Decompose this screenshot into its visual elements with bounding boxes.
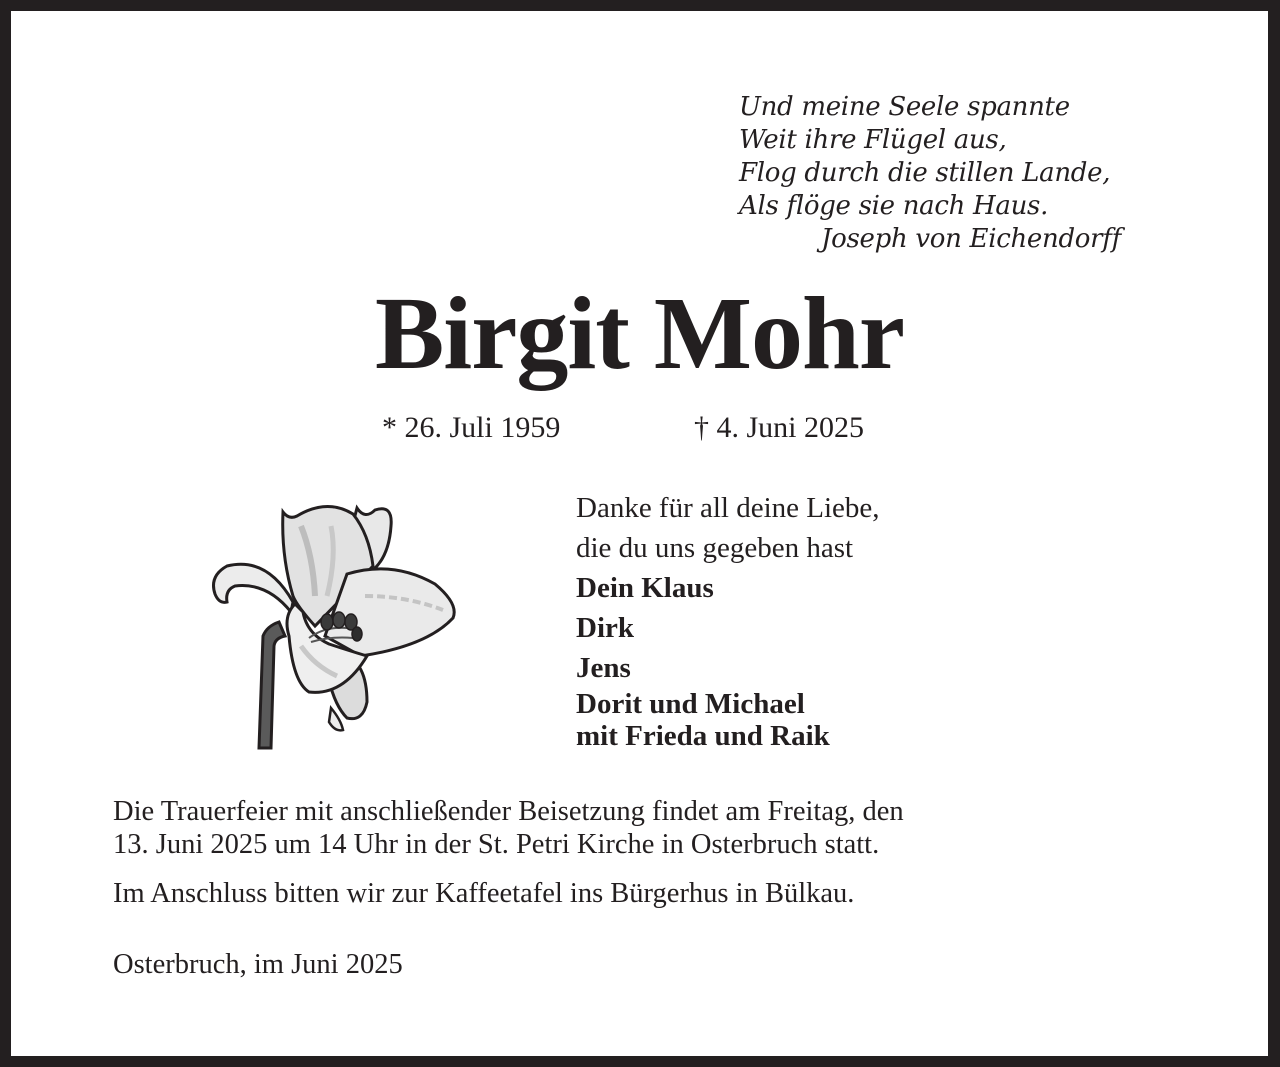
- mourner-name: Dorit und Michael: [576, 688, 805, 720]
- poem-quote: [739, 91, 1121, 256]
- poem-line: Flog durch die stillen Lande,: [739, 158, 1111, 188]
- ceremony-info: [113, 795, 904, 861]
- poem-author: Joseph von Eichendorff: [821, 224, 1121, 254]
- mourner-name: Dein Klaus: [576, 572, 714, 604]
- coffee-reception-info: Im Anschluss bitten wir zur Kaffeetafel ins Bürgerhus in Bülkau.: [113, 878, 855, 909]
- deceased-name: Birgit Mohr: [374, 276, 905, 391]
- poem-line: Weit ihre Flügel aus,: [739, 125, 1007, 155]
- obituary-notice: [11, 11, 1268, 1056]
- poem-line: Und meine Seele spannte: [739, 92, 1070, 122]
- poem-line: Als flöge sie nach Haus.: [739, 191, 1049, 221]
- mourner-name: mit Frieda und Raik: [576, 720, 830, 752]
- ceremony-line: 13. Juni 2025 um 14 Uhr in der St. Petri Kirche in Osterbruch statt.: [113, 829, 880, 860]
- thanks-line: die du uns gegeben hast: [576, 532, 854, 564]
- mourner-name: Dirk: [576, 612, 634, 644]
- lily-flower-icon: [197, 486, 467, 756]
- mourner-name: Jens: [576, 652, 631, 684]
- birth-date: * 26. Juli 1959: [382, 411, 561, 444]
- death-date: † 4. Juni 2025: [694, 411, 865, 444]
- place-and-date: Osterbruch, im Juni 2025: [113, 949, 403, 980]
- ceremony-line: Die Trauerfeier mit anschließender Beisetzung findet am Freitag, den: [113, 796, 904, 827]
- thanks-message: [576, 488, 880, 752]
- thanks-line: Danke für all deine Liebe,: [576, 492, 880, 524]
